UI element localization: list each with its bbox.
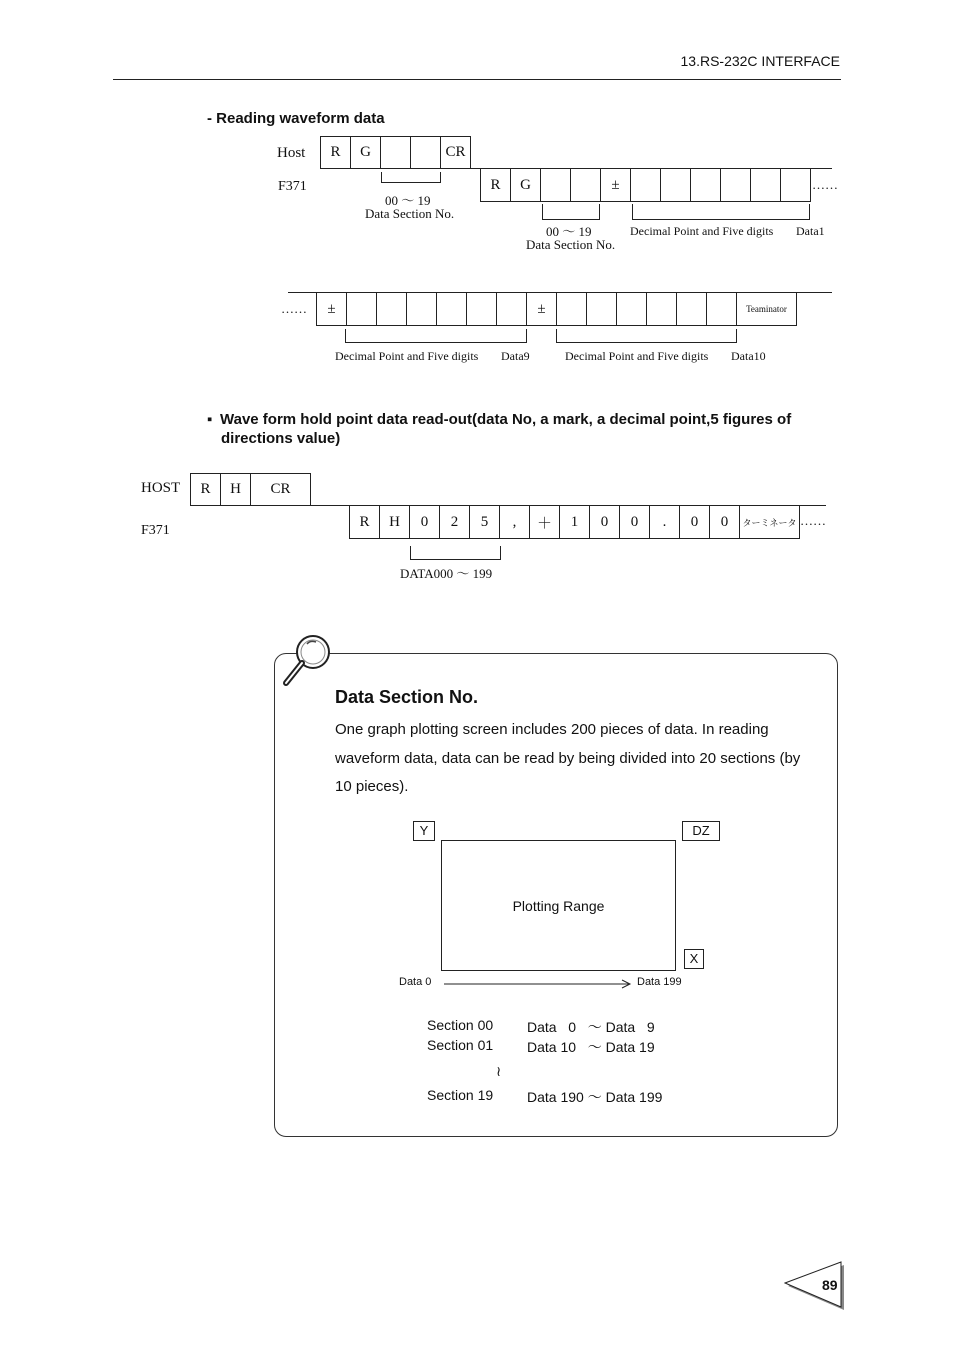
resp3-cell-12: 0 (709, 505, 740, 539)
note-title: Data Section No. (335, 687, 479, 707)
ellipsis-1: …… (812, 177, 838, 192)
resp2-cell-12 (676, 292, 707, 326)
data9-bracket (345, 329, 527, 343)
host-cell-3 (410, 136, 441, 169)
data9-label: Data9 (501, 349, 530, 363)
data10-label: Data10 (731, 349, 766, 363)
resp3-cell-4: 5 (469, 505, 500, 539)
chapter-header: 13.RS-232C INTERFACE (680, 53, 840, 69)
resp1-cell-7 (690, 168, 721, 202)
host-range-label: 00 ～ 19 (385, 193, 431, 208)
resp1-cell-1: G (510, 168, 541, 202)
resp2-cell-6 (496, 292, 527, 326)
resp2-cell-3 (406, 292, 437, 326)
section-01: Section 01 (427, 1037, 494, 1053)
host-section-label: Data Section No. (365, 206, 455, 221)
resp2-cell-14: Teaminator (736, 292, 797, 326)
plotting-range-label: Plotting Range (512, 898, 605, 914)
resp2-cell-1 (346, 292, 377, 326)
section2-heading-line1: Wave form hold point data read-out(data No, a mark, a decimal point,5 figures of (220, 411, 792, 428)
host-label: Host (277, 145, 306, 161)
resp1-cell-10 (780, 168, 811, 202)
resp2-cell-13 (706, 292, 737, 326)
resp1-cell-3 (570, 168, 601, 202)
resp1-cell-8 (720, 168, 751, 202)
dz-label: DZ (682, 821, 720, 841)
resp3-cell-13: ターミネータ (739, 505, 800, 539)
page-number-arrow (784, 1260, 848, 1314)
data1-bracket (632, 204, 810, 220)
resp3-cell-0: R (349, 505, 380, 539)
host-label-2: HOST (141, 480, 181, 496)
data-no-bracket (410, 546, 501, 560)
section-19: Section 19 (427, 1087, 494, 1103)
x-label: X (684, 949, 704, 969)
host-cell-0: R (320, 136, 351, 169)
resp3-cell-5: , (499, 505, 530, 539)
resp3-cell-6: ＋ (529, 505, 560, 539)
resp2-cell-10 (616, 292, 647, 326)
host2-cell-0: R (190, 473, 221, 506)
data-arrow (442, 978, 634, 990)
resp2-cell-8 (556, 292, 587, 326)
resp3-cell-7: 1 (559, 505, 590, 539)
resp1-cell-9 (750, 168, 781, 202)
section1-heading: - Reading waveform data (207, 110, 385, 127)
host2-cell-2: CR (250, 473, 311, 506)
resp3-cell-11: 0 (679, 505, 710, 539)
ellipsis-3: …… (800, 513, 826, 528)
host-cell-2 (380, 136, 411, 169)
resp1-cell-6 (660, 168, 691, 202)
resp3-cell-3: 2 (439, 505, 470, 539)
resp-section-label: Data Section No. (526, 237, 616, 252)
data10-bracket (556, 329, 737, 343)
ellipsis-2: …… (281, 301, 307, 316)
resp1-cell-2 (540, 168, 571, 202)
section-tilde: ≀ (496, 1063, 502, 1079)
section2-bullet: ▪ (207, 411, 213, 428)
section-01-range: Data 10 ～ Data 19 (527, 1039, 655, 1055)
data-end-label: Data 199 (637, 976, 682, 988)
section-19-range: Data 190 ～ Data 199 (527, 1089, 663, 1105)
resp2-cell-4 (436, 292, 467, 326)
resp3-cell-8: 0 (589, 505, 620, 539)
page-number: 89 (822, 1277, 838, 1293)
resp1-cell-4: ± (600, 168, 631, 202)
data9-dp-label: Decimal Point and Five digits (335, 349, 479, 363)
host-cell-1: G (350, 136, 381, 169)
f371-label: F371 (278, 179, 307, 194)
resp2-cell-11 (646, 292, 677, 326)
host-section-bracket (381, 172, 441, 183)
resp3-cell-2: 0 (409, 505, 440, 539)
data1-label: Data1 (796, 224, 825, 238)
resp1-cell-0: R (480, 168, 511, 202)
resp3-cell-10: . (649, 505, 680, 539)
resp2-cell-0: ± (316, 292, 347, 326)
header-rule (113, 79, 841, 80)
resp2-cell-2 (376, 292, 407, 326)
data1-dp-label: Decimal Point and Five digits (630, 224, 774, 238)
note-body: One graph plotting screen includes 200 pieces of data. In reading waveform data, data can be read by being divided into 20 sections (by 10 pieces). (335, 721, 801, 795)
resp-section-bracket (542, 204, 600, 220)
f371-label-2: F371 (141, 523, 170, 538)
resp2-cell-9 (586, 292, 617, 326)
data-start-label: Data 0 (399, 976, 432, 988)
data10-dp-label: Decimal Point and Five digits (565, 349, 709, 363)
host2-cell-1: H (220, 473, 251, 506)
y-label: Y (413, 821, 435, 841)
resp3-cell-9: 0 (619, 505, 650, 539)
resp3-cell-1: H (379, 505, 410, 539)
section-00: Section 00 (427, 1017, 494, 1033)
resp2-cell-5 (466, 292, 497, 326)
host-cell-4: CR (440, 136, 471, 169)
magnifier-icon (280, 630, 338, 690)
resp1-cell-5 (630, 168, 661, 202)
section-00-range: Data 0 ～ Data 9 (527, 1019, 655, 1035)
resp2-cell-7: ± (526, 292, 557, 326)
resp-range-label: 00 ～ 19 (546, 224, 592, 239)
data-no-range-label: DATA000 ～ 199 (400, 566, 493, 581)
section2-heading-line2: directions value) (221, 430, 341, 447)
